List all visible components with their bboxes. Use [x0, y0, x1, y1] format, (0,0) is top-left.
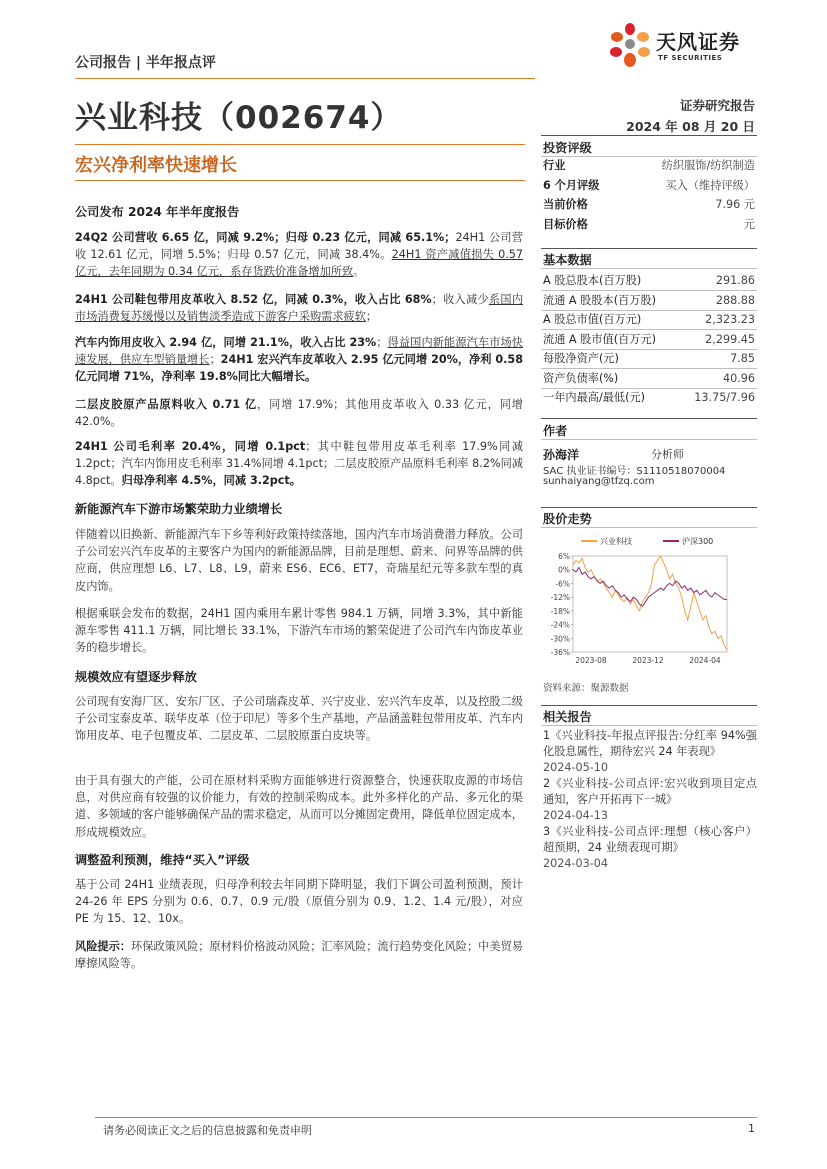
row-label: 6 个月评级	[543, 178, 600, 192]
related-report-item[interactable]	[543, 824, 757, 872]
y-tick-label: 6%	[558, 552, 570, 561]
risk-text: 环保政策风险；原材料价格波动风险；汇率风险；流行趋势变化风险；中美贸易摩擦风险等。	[75, 940, 523, 971]
row-value: 7.85	[730, 352, 755, 365]
author-name: 孙海洋	[543, 448, 580, 462]
related-title: 相关报告	[543, 710, 592, 724]
sidebar-divider	[541, 135, 757, 136]
underlined-text: 得益国内新能源汽车市场快速发展，供应车型销量增长	[75, 336, 523, 367]
sidebar-divider	[541, 248, 757, 249]
related-report-item[interactable]	[543, 776, 757, 824]
x-tick-label: 2023-08	[575, 656, 607, 665]
row-label: 流通 A 股股本(百万股)	[543, 293, 656, 307]
highlight-text: 24H1 公司毛利率 20.4%，同增 0.1pct	[75, 440, 306, 453]
sidebar-divider	[541, 439, 757, 440]
table-row	[543, 216, 755, 234]
table-row	[543, 350, 755, 368]
chart-title: 股价走势	[543, 512, 592, 526]
price-chart-svg	[543, 530, 757, 665]
highlight-text: 归母净利率 4.5%，同减 3.2pct。	[121, 474, 301, 488]
related-report-title[interactable]: 3《兴业科技-公司点评:理想（核心客户）超预期，24 业绩表现可期》	[543, 825, 757, 854]
company-title: 兴业科技（002674）	[75, 100, 403, 136]
row-label: 流通 A 股市值(百万元)	[543, 332, 656, 346]
underlined-text: 24H1 资产减值损失 0.57 亿元，去年同期为 0.34 亿元，系存货跌价准备增加所致	[75, 248, 523, 279]
highlight-text: 24Q2 公司营收 6.65 亿，同减 9.2%；归母 0.23 亿元，同减 65.1%；	[75, 231, 456, 244]
report-date: 2024 年 08 月 20 日	[626, 119, 755, 134]
body-text: ；其中鞋包带用皮革毛利率 17.9%同减 1.2pct；汽车内饰用皮毛利率 31.4%同增 4.1pct；二层皮胶原产品原料毛利率 8.2%同减 4.8pct。	[75, 440, 523, 488]
logo-text: 天风证券	[656, 30, 740, 54]
row-value: 13.75/7.96	[694, 391, 755, 404]
paragraph	[75, 291, 523, 325]
logo-subtext: TF SECURITIES	[658, 54, 723, 62]
table-row	[543, 272, 755, 290]
highlight-text: 汽车内饰用皮收入 2.94 亿，同增 21.1%，收入占比 23%	[75, 336, 377, 349]
series-line	[573, 556, 727, 650]
paragraph	[75, 438, 523, 490]
sidebar-divider	[541, 507, 757, 508]
body-text: ；	[209, 353, 221, 367]
row-value: 291.86	[715, 274, 755, 287]
section-title: 规模效应有望逐步释放	[75, 670, 197, 684]
sidebar-divider	[541, 268, 757, 269]
x-tick-label: 2024-04	[689, 656, 721, 665]
y-tick-label: -24%	[550, 620, 570, 630]
y-tick-label: -30%	[550, 634, 570, 644]
paragraph: 由于具有强大的产能，公司在原材料采购方面能够进行资源整合，快速获取皮源的市场信息，对供应商有较强的议价能力，有效的控制采购成本。此外多样化的产品、多元化的渠道、多领域的客户能够确保产品的需求稳定，从而可以分摊固定费用，降低单位固定成本，形成规模效应。	[75, 774, 523, 839]
row-label: 一年内最高/最低(元)	[543, 391, 645, 404]
sidebar-divider	[541, 725, 757, 726]
related-report-title[interactable]: 2《兴业科技-公司点评:宏兴收到项目定点通知，客户开拓再下一城》	[543, 777, 757, 806]
related-report-date: 2024-04-13	[543, 809, 609, 822]
sidebar-divider	[541, 418, 757, 419]
author-email[interactable]: sunhaiyang@tfzq.com	[543, 476, 655, 487]
table-row	[543, 292, 755, 310]
body-text: ；	[365, 310, 378, 324]
paragraph	[75, 229, 523, 281]
plot-frame	[573, 556, 727, 652]
row-value: 288.88	[715, 293, 755, 307]
risk-label: 风险提示：	[75, 940, 131, 953]
table-row	[543, 157, 755, 175]
report-category: 公司报告 | 半年报点评	[75, 55, 216, 71]
author-cert: SAC 执业证书编号：S1110518070004	[543, 466, 726, 477]
rating-title: 投资评级	[543, 141, 592, 155]
page-number: 1	[748, 1122, 755, 1135]
y-tick-label: -18%	[550, 606, 570, 616]
underlined-text: 系国内市场消费复苏缓慢以及销售淡季造成下游客户采购需求疲软	[75, 293, 523, 324]
author-title: 作者	[543, 424, 568, 438]
table-row	[543, 331, 755, 349]
sidebar-divider	[541, 527, 757, 528]
section-title: 公司发布 2024 年半年度报告	[75, 205, 240, 219]
row-value: 2,323.23	[705, 313, 755, 326]
logo-petals-icon	[607, 22, 653, 70]
row-value: 7.96 元	[715, 198, 755, 211]
sidebar-divider	[541, 705, 757, 706]
related-report-item[interactable]	[543, 728, 757, 776]
paragraph: 公司现有安海厂区、安东厂区、子公司瑞森皮革、兴宁皮业、宏兴汽车皮革，以及控股二级子公司宝泰皮革、联华皮革（位于印尼）等多个生产基地，产品涵盖鞋包带用皮革、汽车内饰用皮革、电子包覆皮革、二层皮革、二层胶原蛋白皮块等。	[75, 695, 523, 743]
row-value: 元	[743, 217, 755, 231]
related-report-date: 2024-03-04	[543, 857, 609, 870]
row-value: 2,299.45	[705, 332, 755, 346]
table-row	[543, 311, 755, 329]
basic-data-title: 基本数据	[543, 253, 592, 267]
table-row	[543, 370, 755, 388]
author-role: 分析师	[651, 448, 684, 461]
chart-source: 资料来源：聚源数据	[543, 683, 629, 694]
row-label: 目标价格	[543, 217, 588, 231]
table-row	[543, 177, 755, 195]
y-tick-label: -36%	[550, 648, 570, 657]
legend-label: 沪深300	[682, 537, 714, 546]
row-label: A 股总市值(百万元)	[543, 313, 642, 326]
row-value: 40.96	[722, 371, 755, 385]
row-label: 当前价格	[543, 198, 588, 211]
section-title: 调整盈利预测，维持“买入”评级	[75, 853, 250, 867]
header-divider	[75, 78, 535, 79]
headline-divider	[75, 180, 525, 181]
row-label: 每股净资产(元)	[543, 352, 619, 365]
headline: 宏兴净利率快速增长	[75, 155, 237, 176]
y-tick-label: 0%	[558, 565, 570, 575]
body-text: 。	[353, 265, 365, 279]
table-row	[543, 196, 755, 214]
paragraph	[75, 334, 523, 386]
related-report-date: 2024-05-10	[543, 761, 609, 774]
legend-label: 兴业科技	[600, 537, 632, 546]
footer-disclaimer[interactable]: 请务必阅读正文之后的信息披露和免责申明	[103, 1124, 312, 1137]
logo	[607, 22, 757, 70]
y-tick-label: -12%	[550, 593, 570, 603]
table-row	[543, 389, 755, 407]
highlight-text: 24H1 宏兴汽车皮革收入 2.95 亿元同增 20%，净利 0.58 亿元同增 71%，净利率 19.8%同比大幅增长。	[75, 353, 523, 384]
section-title: 新能源汽车下游市场繁荣助力业绩增长	[75, 502, 283, 516]
body-text: 24H1 公司营收 12.61 亿元，同增 5.5%；归母 0.57 亿元，同减 38.4%。	[75, 231, 523, 262]
row-label: A 股总股本(百万股)	[543, 274, 642, 287]
body-text: ，同增 17.9%；其他用皮革收入 0.33 亿元，同增 42.0%。	[75, 398, 523, 429]
footer-divider	[95, 1117, 757, 1118]
body-text: ；	[376, 336, 388, 349]
paragraph	[75, 396, 523, 430]
body-text: ；收入减少	[431, 293, 489, 306]
y-tick-label: -6%	[555, 579, 570, 589]
risk-warning	[75, 938, 523, 972]
row-label: 资产负债率(%)	[543, 371, 619, 385]
paragraph: 根据乘联会发布的数据，24H1 国内乘用车累计零售 984.1 万辆，同增 3.3%，其中新能源车零售 411.1 万辆，同比增长 33.1%，下游汽车市场的繁荣促进了公司汽车内饰皮革业务的稳步增长。	[75, 607, 523, 655]
paragraph: 伴随着以旧换新、新能源汽车下乡等利好政策持续落地，国内汽车市场消费潜力释放。公司子公司宏兴汽车皮革的主要客户为国内的新能源品牌，目前是理想、蔚来、问界等品牌的供应商，供应理想 L6、L7、L8、L9，蔚来 ES6、EC6、ET7，奇瑞星纪元等多款车型的真皮内饰。	[75, 528, 523, 593]
paragraph: 基于公司 24H1 业绩表现，归母净利较去年同期下降明显，我们下调公司盈利预测，预计 24-26 年 EPS 分别为 0.6、0.7、0.9 元/股（原值分别为 0.9、1.2、1.4 元/股），对应 PE 为 15、12、10x。	[75, 878, 523, 926]
highlight-text: 24H1 公司鞋包带用皮革收入 8.52 亿，同减 0.3%，收入占比 68%	[75, 293, 432, 306]
row-label: 行业	[543, 159, 566, 172]
price-chart	[543, 530, 757, 665]
row-value: 买入（维持评级）	[665, 178, 755, 192]
related-report-title[interactable]: 1《兴业科技-年报点评报告:分红率 94%强化股息属性，期待宏兴 24 年表现》	[543, 729, 757, 758]
title-divider	[75, 144, 525, 145]
highlight-text: 二层皮胶原产品原料收入 0.71 亿	[75, 398, 257, 411]
report-type: 证券研究报告	[679, 98, 755, 113]
x-tick-label: 2023-12	[632, 656, 664, 665]
row-value: 纺织服饰/纺织制造	[661, 159, 755, 172]
